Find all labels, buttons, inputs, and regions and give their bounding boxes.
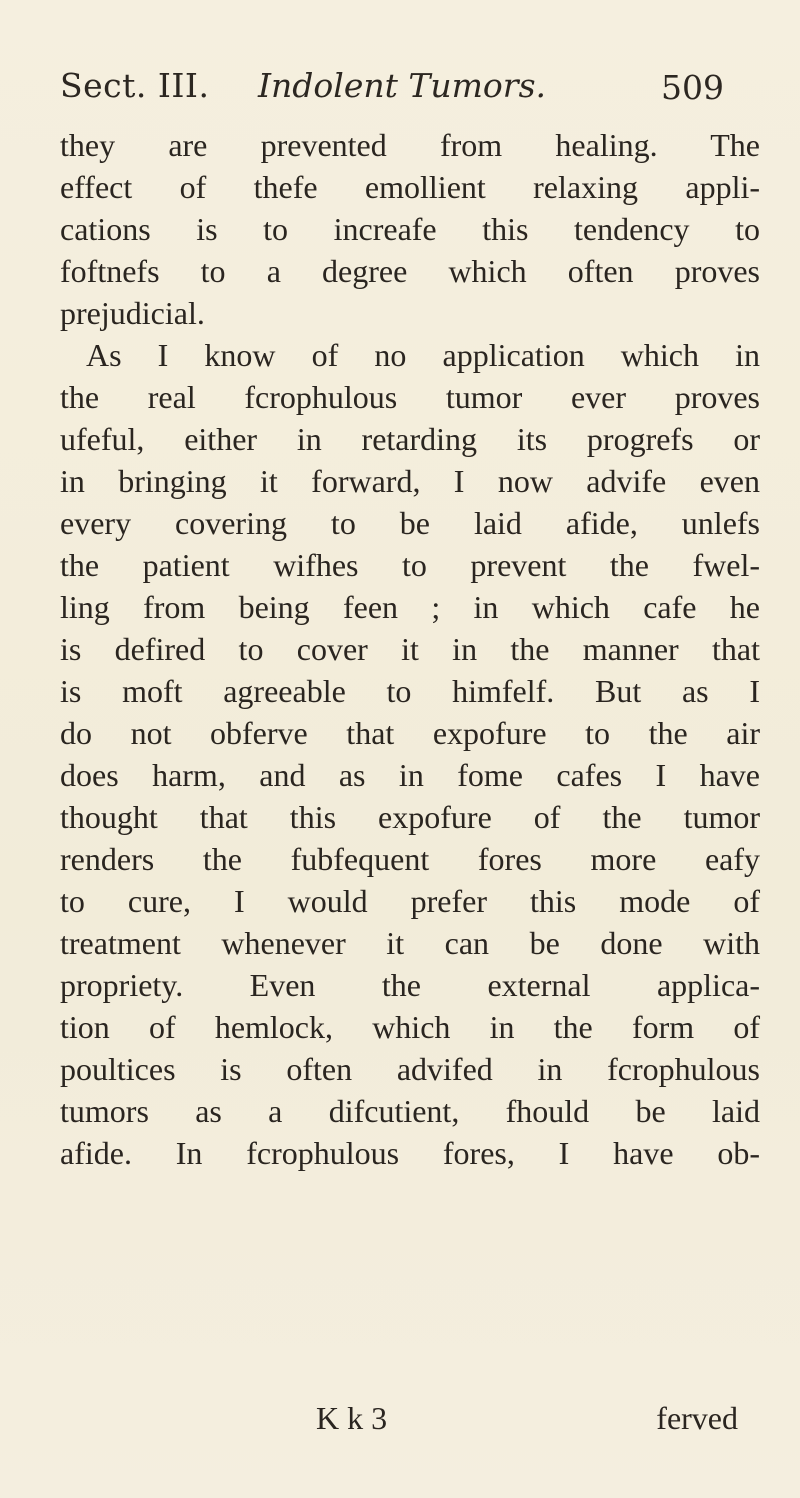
running-title: Indolent Tumors. [258,66,546,105]
text-line: to cure, I would prefer this mode of [60,883,760,919]
text-line: the patient wifhes to prevent the fwel- [60,547,760,583]
text-line: treatment whenever it can be done with [60,925,760,961]
text-line: does harm, and as in fome cafes I have [60,757,760,793]
footer-catchline [60,1400,750,1444]
text-line: effect of thefe emollient relaxing appli- [60,169,760,205]
text-line: ling from being feen ; in which cafe he [60,589,760,625]
text-line: As I know of no application which in [86,337,760,373]
signature-mark: K k 3 [316,1400,388,1436]
paragraph-2 [60,334,760,1174]
page-number: 509 [661,68,724,107]
text-line: prejudicial. [60,295,205,331]
body-text [60,124,760,1174]
text-line: is defired to cover it in the manner that [60,631,760,667]
text-line: tion of hemlock, which in the form of [60,1009,760,1045]
text-line: thought that this expofure of the tumor [60,799,760,835]
text-line: renders the fubfequent fores more eafy [60,841,760,877]
text-line: cations is to increafe this tendency to [60,211,760,247]
text-line: every covering to be laid afide, unlefs [60,505,760,541]
text-line: foftnefs to a degree which often proves [60,253,760,289]
text-line: the real fcrophulous tumor ever proves [60,379,760,415]
text-line: poultices is often advifed in fcrophulous [60,1051,760,1087]
text-line: ufeful, either in retarding its progrefs or [60,421,760,457]
text-line: in bringing it forward, I now advife even [60,463,760,499]
running-header [60,66,750,120]
paragraph-1 [60,124,760,334]
text-line: propriety. Even the external applica- [60,967,760,1003]
text-line: is moft agreeable to himfelf. But as I [60,673,760,709]
text-line: tumors as a difcutient, fhould be laid [60,1093,760,1129]
text-line: afide. In fcrophulous fores, I have ob- [60,1135,760,1171]
section-marker: Sect. III. [60,66,210,105]
text-line: do not obferve that expofure to the air [60,715,760,751]
text-line: they are prevented from healing. The [60,127,760,163]
catchword: ferved [656,1400,738,1436]
